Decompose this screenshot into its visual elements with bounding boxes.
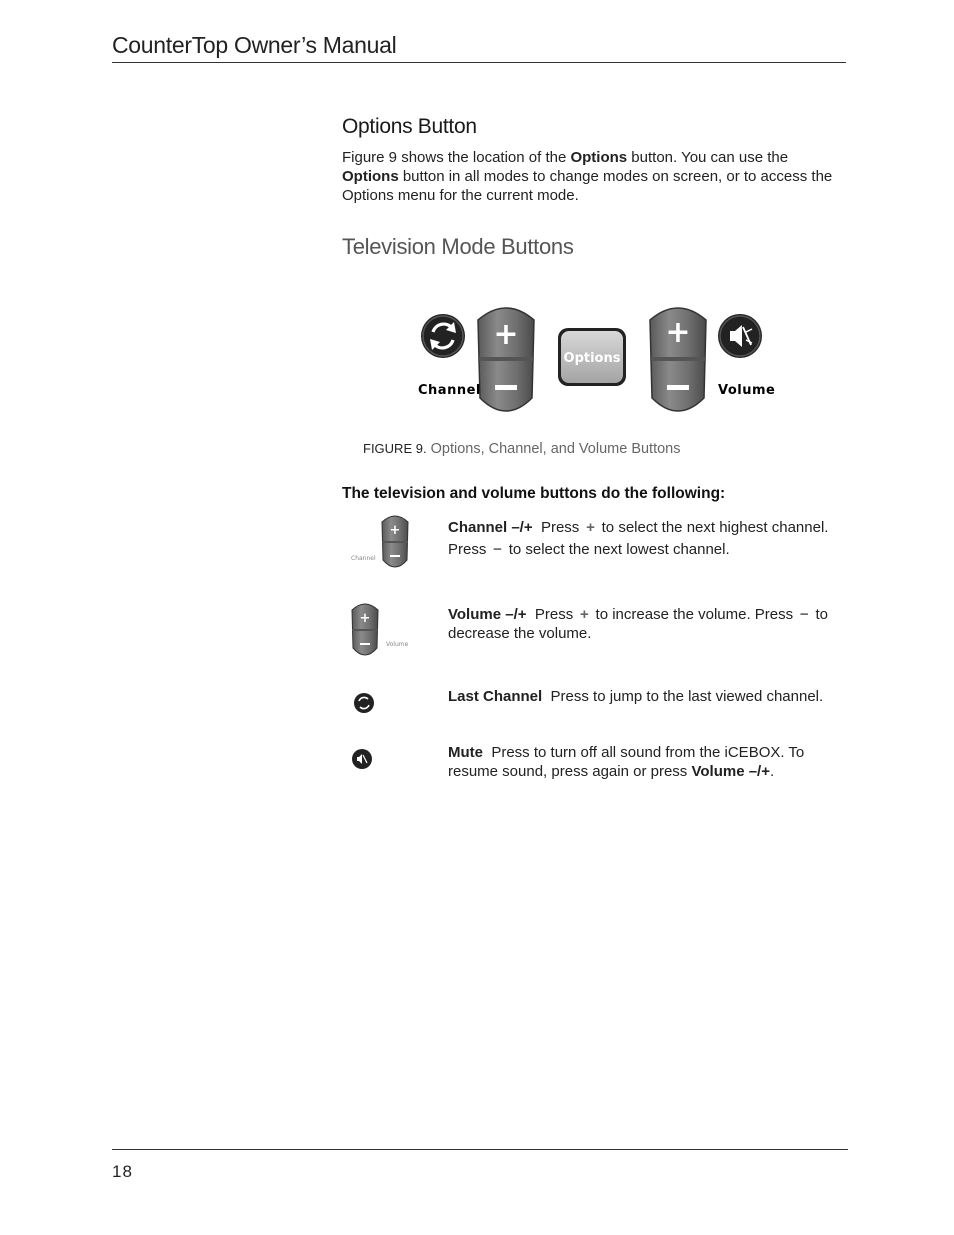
mute-small-icon: [351, 748, 373, 770]
last-channel-title: Last Channel: [448, 688, 543, 705]
text-span: button. You can use the: [627, 149, 789, 166]
text-span: to: [815, 606, 828, 623]
channel-small-label: Channel: [351, 555, 376, 562]
buttons-intro: The television and volume buttons do the following:: [342, 485, 726, 502]
svg-text:+: +: [665, 315, 691, 350]
figure-channel-label: Channel: [418, 383, 481, 398]
channel-rocker-small-icon: [345, 512, 415, 574]
svg-text:+: +: [359, 611, 371, 626]
tv-mode-heading: Television Mode Buttons: [342, 234, 574, 259]
figure-caption: [363, 441, 681, 457]
figure-options-label: Options: [563, 351, 621, 366]
text-line: Options menu for the current mode.: [342, 187, 579, 204]
channel-title: Channel –/+: [448, 519, 533, 536]
header-rule: [112, 62, 846, 63]
figure-volume-label: Volume: [718, 383, 776, 398]
svg-text:+: +: [389, 523, 401, 538]
text-span: to increase the volume. Press: [595, 606, 794, 623]
last-channel-small-icon: [353, 692, 375, 714]
text-span: to select the next highest channel.: [601, 519, 829, 536]
plus-icon: +: [586, 519, 595, 536]
svg-text:+: +: [493, 317, 519, 352]
manual-title: CounterTop Owner’s Manual: [112, 32, 397, 58]
last-channel-description: [448, 687, 838, 706]
volume-title: Volume –/+: [448, 606, 527, 623]
volume-small-label: Volume: [386, 641, 409, 648]
text-span: button in all modes to change modes on screen, or to access the: [398, 168, 833, 185]
mute-description: [448, 743, 838, 781]
options-button-icon: [558, 328, 626, 386]
figure-9-illustration: [410, 300, 790, 425]
mute-icon: [718, 314, 762, 358]
text-span: resume sound, press again or press: [448, 763, 692, 780]
caption-text: Options, Channel, and Volume Buttons: [430, 441, 681, 457]
caption-label: FIGURE 9.: [363, 441, 427, 456]
footer-rule: [112, 1149, 848, 1150]
volume-rocker-icon: [650, 308, 706, 411]
text-span: Press to turn off all sound from the iCEBOX. To: [491, 744, 805, 761]
bold-volume: Volume –/+: [691, 763, 770, 780]
options-heading: Options Button: [342, 115, 477, 138]
volume-description: [448, 605, 838, 643]
text-span: Press: [534, 606, 574, 623]
options-paragraph: [342, 148, 842, 205]
volume-rocker-small-icon: [345, 600, 425, 662]
text-span: .: [769, 763, 775, 780]
text-span: Press: [448, 541, 487, 558]
mute-title: Mute: [448, 744, 483, 761]
text-span: Figure 9 shows the location of the: [342, 149, 571, 166]
text-span: to select the next lowest channel.: [508, 541, 730, 558]
minus-icon: −: [799, 606, 809, 623]
text-line: decrease the volume.: [448, 625, 592, 642]
bold-options: Options: [342, 168, 399, 185]
page-number: 18: [112, 1162, 133, 1181]
minus-icon: −: [493, 541, 502, 558]
last-channel-icon: [421, 314, 465, 358]
channel-description: [448, 518, 838, 559]
text-span: Press: [540, 519, 580, 536]
bold-options: Options: [570, 149, 628, 166]
text-span: Press to jump to the last viewed channel.: [550, 688, 824, 705]
plus-icon: +: [579, 606, 589, 623]
channel-rocker-icon: [478, 308, 534, 411]
